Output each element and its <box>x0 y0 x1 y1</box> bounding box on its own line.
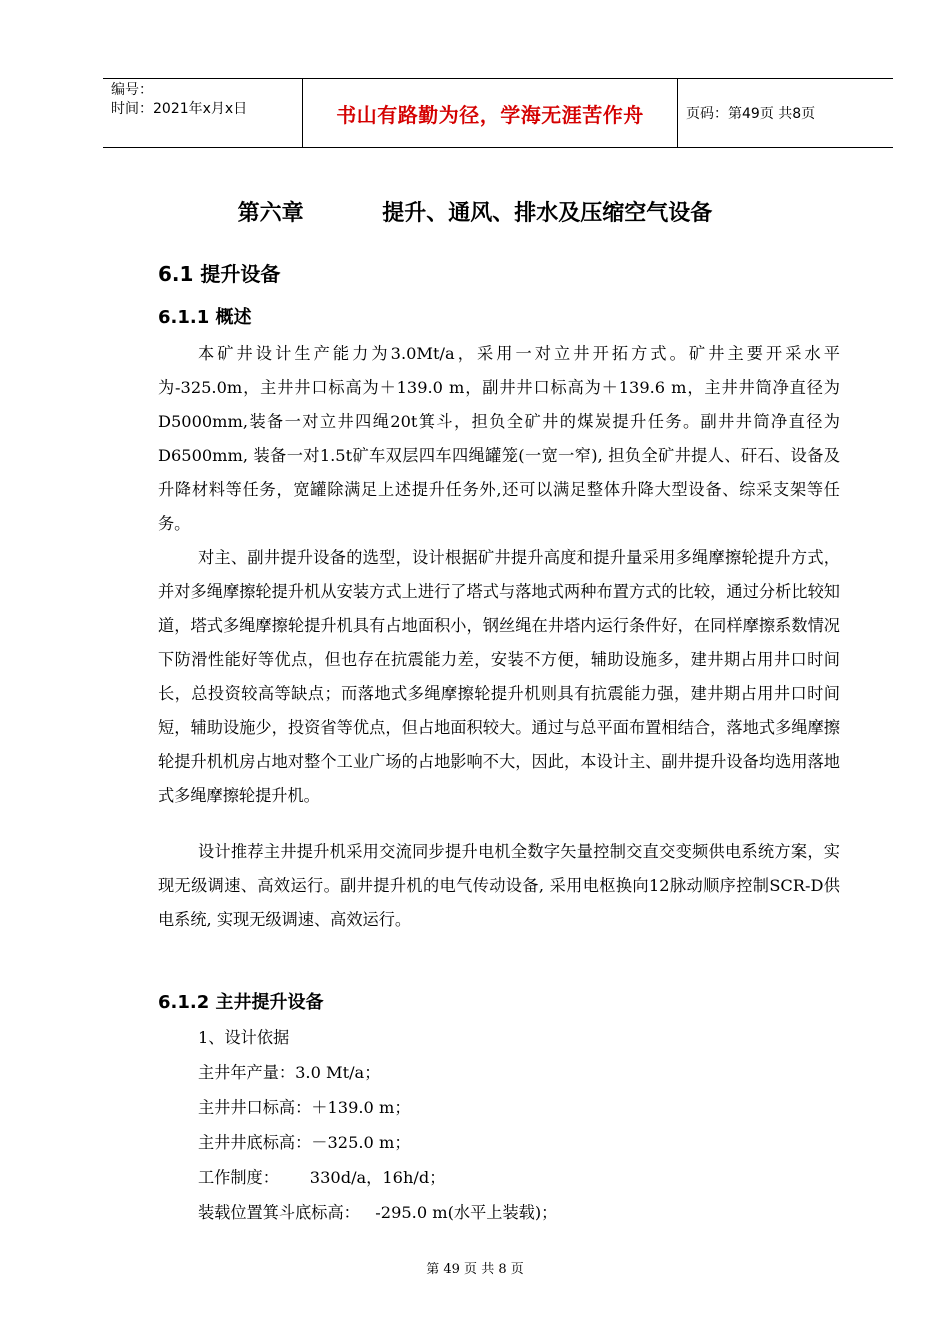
list-item-schedule: 工作制度： 330d/a，16h/d； <box>198 1168 446 1187</box>
list-item-loading-elevation: 装载位置箕斗底标高： -295.0 m(水平上装载)； <box>198 1203 558 1222</box>
section-heading-6-1-2: 6.1.2 主井提升设备 <box>158 992 324 1013</box>
page-footer: 第 49 页 共 8 页 <box>426 1262 524 1277</box>
section-heading-6-1: 6.1 提升设备 <box>158 262 281 286</box>
section-heading-6-1-1: 6.1.1 概述 <box>158 307 252 328</box>
doc-time-label: 时间：2021年x月x日 <box>111 101 248 117</box>
paragraph-selection: 对主、副井提升设备的选型，设计根据矿井提升高度和提升量采用多绳摩擦轮提升方式，并对多绳摩擦轮提升机从安装方式上进行了塔式与落地式两种布置方式的比较，通过分析比较知道，塔式多绳摩擦轮提升机具有占地面积小，钢丝绳在井塔内运行条件好，在同样摩擦系数情况下防滑性能好等优点，但也存在抗震能力差，安装不方便，辅助设施多，建井期占用井口时间长，总投资较高等缺点；而落地式多绳摩擦轮提升机则具有抗震能力强，建井期占用井口时间短，辅助设施少，投资省等优点，但占地面积较大。通过与总平面布置相结合，落地式多绳摩擦轮提升机机房占地对整个工业广场的占地影响不大，因此，本设计主、副井提升设备均选用落地式多绳摩擦轮提升机。 <box>158 548 840 805</box>
list-item-collar-elevation: 主井井口标高：＋139.0 m； <box>198 1098 411 1117</box>
page-header <box>103 78 893 148</box>
list-item-bottom-elevation: 主井井底标高：－325.0 m； <box>198 1133 411 1152</box>
paragraph-overview: 本矿井设计生产能力为3.0Mt/a，采用一对立井开拓方式。矿井主要开采水平为-325.0m，主井井口标高为＋139.0 m，副井井口标高为＋139.6 m，主井井筒净直径为D5000mm,装备一对立井四绳20t箕斗，担负全矿井的煤炭提升任务。副井井筒净直径为D6500mm, 装备一对1.5t矿车双层四车四绳罐笼(一宽一窄), 担负全矿井提人、矸石、设备及升降材料等任务，宽罐除满足上述提升任务外,还可以满足整体升降大型设备、综采支架等任务。 <box>158 344 840 533</box>
doc-number-label: 编号： <box>111 82 153 98</box>
list-item-basis: 1、设计依据 <box>198 1028 290 1047</box>
header-motto: 书山有路勤为径，学海无涯苦作舟 <box>303 79 678 147</box>
header-page-info: 页码：第49页 共8页 <box>686 106 816 122</box>
paragraph-drive-system: 设计推荐主井提升机采用交流同步提升电机全数字矢量控制交直交变频供电系统方案，实现无级调速、高效运行。副井提升机的电气传动设备, 采用电枢换向12脉动顺序控制SCR-D供电系统, 实现无级调速、高效运行。 <box>158 842 840 929</box>
header-meta <box>103 79 303 147</box>
list-item-output: 主井年产量：3.0 Mt/a； <box>198 1063 381 1082</box>
chapter-title: 第六章 提升、通风、排水及压缩空气设备 <box>237 201 713 226</box>
